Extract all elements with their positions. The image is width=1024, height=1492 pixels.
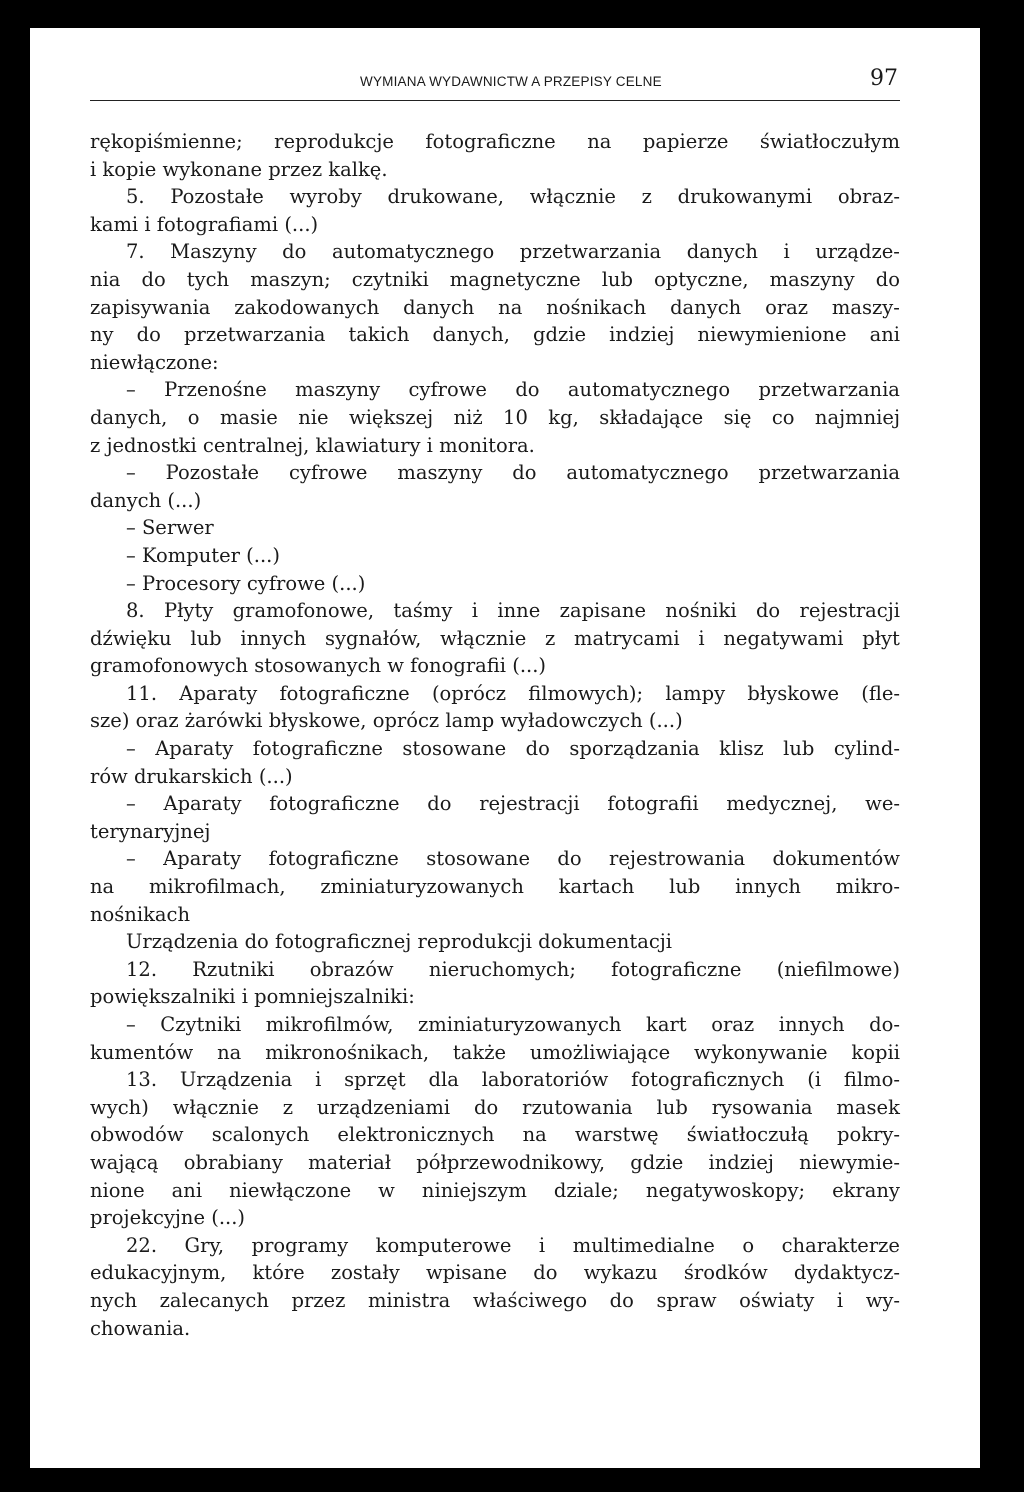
text-line: danych, o masie nie większej niż 10 kg, składające się co najmniej bbox=[90, 405, 900, 429]
text-line: 22. Gry, programy komputerowe i multimedialne o charakterze bbox=[126, 1233, 900, 1257]
text-line: chowania. bbox=[90, 1316, 191, 1340]
text-line: danych (...) bbox=[90, 488, 202, 512]
text-line: nia do tych maszyn; czytniki magnetyczne lub optyczne, maszyny do bbox=[90, 267, 900, 291]
text-line: edukacyjnym, które zostały wpisane do wykazu środków dydaktycz- bbox=[90, 1261, 900, 1285]
text-line: 7. Maszyny do automatycznego przetwarzania danych i urządze- bbox=[126, 240, 900, 264]
text-line: 13. Urządzenia i sprzęt dla laboratoriów fotograficznych (i filmo- bbox=[126, 1068, 900, 1092]
text-line: obwodów scalonych elektronicznych na warstwę światłoczułą pokry- bbox=[90, 1123, 900, 1147]
text-line: 8. Płyty gramofonowe, taśmy i inne zapisane nośniki do rejestracji bbox=[126, 599, 900, 623]
text-line: niewłączone: bbox=[90, 350, 219, 374]
text-line: nośnikach bbox=[90, 902, 191, 926]
running-head: WYMIANA WYDAWNICTW A PRZEPISY CELNE bbox=[360, 74, 662, 89]
text-line: z jednostki centralnej, klawiatury i monitora. bbox=[90, 433, 535, 457]
text-line: terynaryjnej bbox=[90, 819, 211, 843]
text-line: – Pozostałe cyfrowe maszyny do automatycznego przetwarzania bbox=[126, 461, 900, 485]
document-page bbox=[30, 28, 980, 1468]
text-line: i kopie wykonane przez kalkę. bbox=[90, 157, 388, 181]
text-line: powiększalniki i pomniejszalniki: bbox=[90, 985, 415, 1009]
text-line: ny do przetwarzania takich danych, gdzie indziej niewymienione ani bbox=[90, 323, 900, 347]
text-line: na mikrofilmach, zminiaturyzowanych kartach lub innych mikro- bbox=[90, 875, 900, 899]
text-line: kumentów na mikronośnikach, także umożliwiające wykonywanie kopii bbox=[90, 1040, 900, 1064]
text-line: wych) włącznie z urządzeniami do rzutowania lub rysowania masek bbox=[90, 1095, 900, 1119]
text-line: kami i fotografiami (...) bbox=[90, 212, 319, 236]
text-line: – Procesory cyfrowe (...) bbox=[126, 571, 366, 595]
text-line: – Aparaty fotograficzne stosowane do sporządzania klisz lub cylind- bbox=[126, 737, 900, 761]
text-line: – Czytniki mikrofilmów, zminiaturyzowanych kart oraz innych do- bbox=[126, 1013, 900, 1036]
text-line: – Serwer bbox=[126, 516, 214, 540]
text-line: nych zalecanych przez ministra właściwego do spraw oświaty i wy- bbox=[90, 1288, 900, 1312]
text-line: – Przenośne maszyny cyfrowe do automatycznego przetwarzania bbox=[126, 378, 900, 402]
text-line: wającą obrabiany materiał półprzewodnikowy, gdzie indziej niewymie- bbox=[90, 1150, 900, 1174]
text-line: gramofonowych stosowanych w fonografii (...) bbox=[90, 654, 547, 678]
text-line: 12. Rzutniki obrazów nieruchomych; fotograficzne (niefilmowe) bbox=[126, 957, 900, 981]
text-line: – Aparaty fotograficzne do rejestracji fotografii medycznej, we- bbox=[126, 792, 900, 816]
page-number: 97 bbox=[870, 66, 898, 91]
text-line: 5. Pozostałe wyroby drukowane, włącznie z drukowanymi obraz- bbox=[126, 185, 900, 209]
text-line: 11. Aparaty fotograficzne (oprócz filmowych); lampy błyskowe (fle- bbox=[126, 681, 900, 705]
text-line: nione ani niewłączone w niniejszym dziale; negatywoskopy; ekrany bbox=[90, 1178, 900, 1202]
page-header bbox=[90, 64, 900, 101]
text-line: rów drukarskich (...) bbox=[90, 764, 293, 788]
text-line: sze) oraz żarówki błyskowe, oprócz lamp wyładowczych (...) bbox=[90, 709, 683, 733]
text-line: Urządzenia do fotograficznej reprodukcji dokumentacji bbox=[126, 930, 673, 954]
text-line: – Komputer (...) bbox=[126, 543, 280, 567]
text-line: zapisywania zakodowanych danych na nośnikach danych oraz maszy- bbox=[90, 295, 900, 319]
body-text bbox=[90, 128, 900, 1342]
text-line: rękopiśmienne; reprodukcje fotograficzne na papierze światłoczułym bbox=[90, 130, 900, 153]
text-line: dźwięku lub innych sygnałów, włącznie z matrycami i negatywami płyt bbox=[90, 626, 900, 650]
text-line: projekcyjne (...) bbox=[90, 1206, 246, 1230]
text-line: – Aparaty fotograficzne stosowane do rejestrowania dokumentów bbox=[126, 847, 900, 871]
